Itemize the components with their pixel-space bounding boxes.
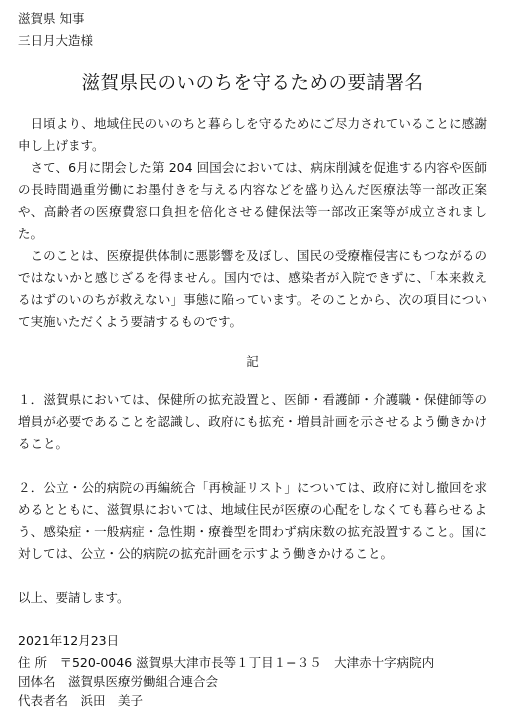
- request-item: ２．公立・公的病院の再編統合「再検証リスト」については、政府に対し撤回を求めるとともに、滋賀県においては、地域住民が医療の心配をしなくても暮らせるよう、感染症・一般病症・急性期・療養型を問わず病床数の拡充設置すること。国に対しては、公立・公的病院の拡充計画を示すよう働きかけること。: [18, 480, 487, 561]
- body-paragraph: 日頃より、地域住民のいのちと暮らしを守るためにご尽力されていることに感謝申し上げます。: [18, 116, 487, 153]
- closing-text: 以上、要請します。: [18, 590, 130, 605]
- request-items: [18, 389, 487, 565]
- signature-organization: 団体名 滋賀県医療労働組合連合会: [18, 674, 219, 689]
- body-text: [18, 113, 487, 333]
- request-item: １．滋賀県においては、保健所の拡充設置と、医師・看護師・介護職・保健師等の増員が必要であることを認識し、政府にも拡充・増員計画を示させるよう働きかけること。: [18, 392, 487, 451]
- recipient-title: 滋賀県 知事: [18, 11, 85, 26]
- ki-heading: 記: [246, 354, 259, 369]
- signature-date: 2021年12月23日: [18, 633, 120, 648]
- recipient-block: [18, 8, 487, 52]
- signature-block: [18, 631, 487, 710]
- document-title: 滋賀県民のいのちを守るための要請署名: [81, 73, 424, 94]
- recipient-name: 三日月大造様: [18, 33, 94, 48]
- body-paragraph: さて、6月に閉会した第 204 回国会においては、病床削減を促進する内容や医師の長時間過重労働にお墨付きを与える内容などを盛り込んだ医療法等一部改正案や、高齢者の医療費窓口負担を倍化させる健保法等一部改正案等が成立されました。: [18, 160, 487, 241]
- body-paragraph: このことは、医療提供体制に悪影響を及ぼし、国民の受療権侵害にもつながるのではないかと感じざるを得ません。国内では、感染者が入院できずに、「本来救えるはずのいのちが救えない」事態に陥っています。そのことから、次の項目について実施いただくよう要請するものです。: [18, 248, 487, 329]
- signature-address: 住 所 〒520-0046 滋賀県大津市長等１丁目１−３５ 大津赤十字病院内: [18, 655, 435, 670]
- signature-representative: 代表者名 浜田 美子: [18, 693, 144, 708]
